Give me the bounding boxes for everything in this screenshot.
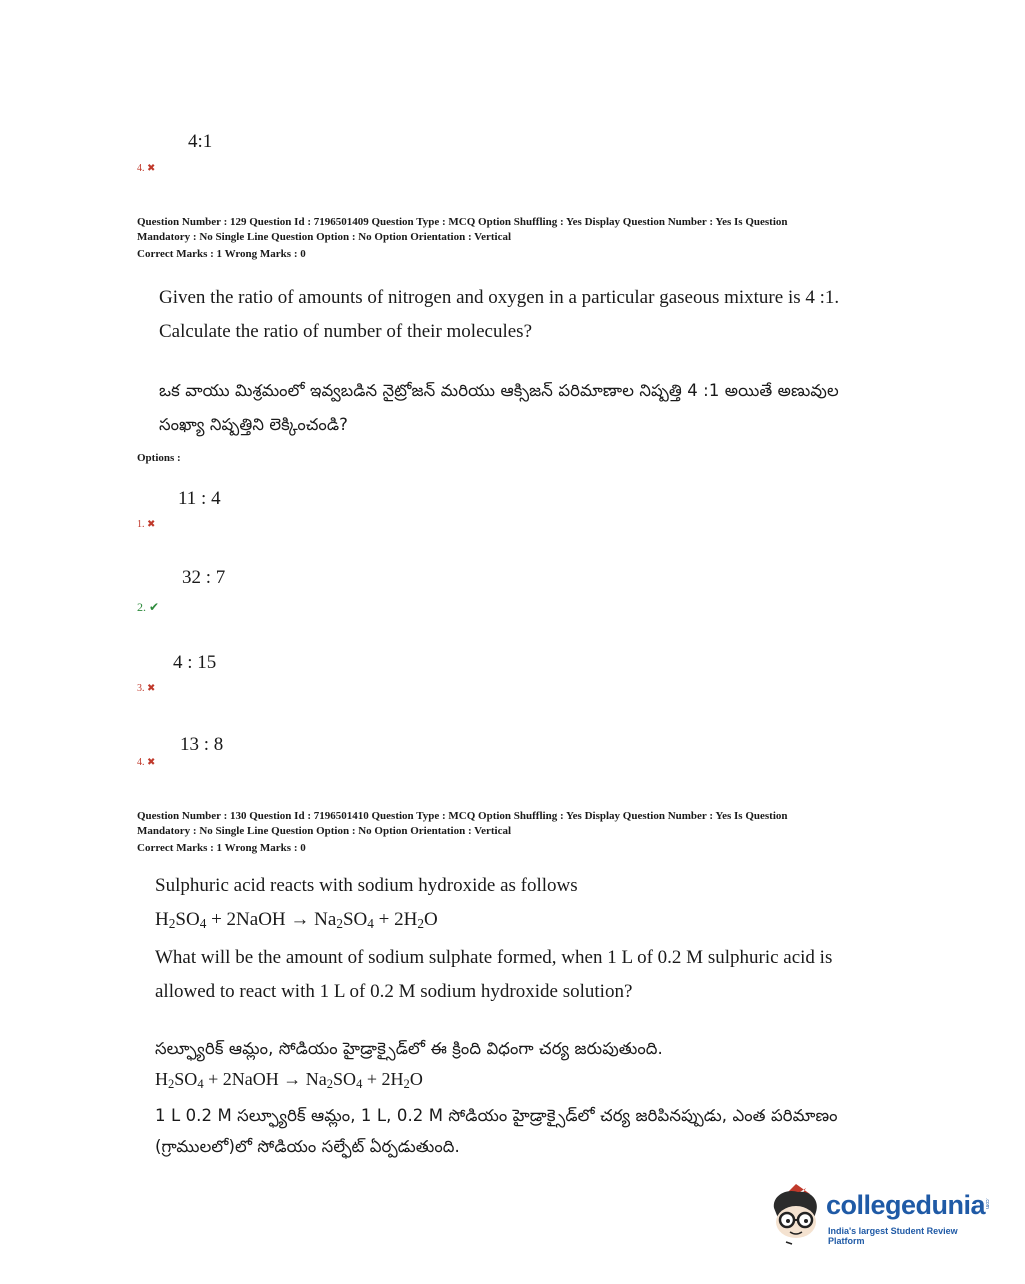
q130-meta: [137, 809, 897, 856]
q130-meta-line3: Correct Marks : 1 Wrong Marks : 0: [137, 842, 306, 854]
q129-english-text: [159, 281, 839, 349]
q130-en-line4: allowed to react with 1 L of 0.2 M sodium hydroxide solution?: [155, 981, 633, 1002]
q129-telugu-text: [159, 374, 839, 442]
q129-en-line2: Calculate the ratio of number of their molecules?: [159, 321, 532, 342]
q130-te-line1: సల్ఫ్యూరిక్ ఆమ్లం, సోడియం హైడ్రాక్సైడ్‌లో ఈ క్రింది విధంగా చర్య జరుపుతుంది.: [155, 1039, 663, 1058]
option-4-mark: 4. ✖: [137, 757, 156, 768]
logo-name: collegedunia: [826, 1190, 986, 1220]
options-label: Options :: [137, 452, 181, 464]
q130-meta-line1: Question Number : 130 Question Id : 7196501410 Question Type : MCQ Option Shuffling : Yes Display Question Number : Yes Is Question: [137, 810, 788, 822]
q130-te-line4: (గ్రాములలో)లో సోడియం సల్ఫేట్ ఏర్పడుతుంది.: [155, 1137, 460, 1156]
q129-meta: [137, 215, 897, 262]
option-2-mark: 2. ✔: [137, 600, 160, 614]
option-3-text: 4 : 15: [173, 652, 217, 673]
q129-te-line1: ఒక వాయు మిశ్రమంలో ఇవ్వబడిన నైట్రోజన్ మరియు ఆక్సిజన్ పరిమాణాల నిష్పత్తి 4 :1 అయితే అణువుల: [159, 381, 839, 400]
prev-option-4-mark: 4. ✖: [137, 163, 156, 174]
option-4-text: 13 : 8: [180, 734, 224, 755]
q129-meta-line1: Question Number : 129 Question Id : 7196501409 Question Type : MCQ Option Shuffling : Yes Display Question Number : Yes Is Question: [137, 216, 788, 228]
q130-equation: $H_2SO_4$ + 2NaOH → $Na_2SO_4 + 2H_2O$: [155, 909, 438, 931]
collegedunia-logo: [766, 1178, 996, 1248]
q130-english-text: [155, 869, 875, 1009]
logo-tagline: India's largest Student Review Platform: [828, 1226, 958, 1246]
option-3-mark: 3. ✖: [137, 683, 156, 694]
option-1-mark: 1. ✖: [137, 519, 156, 530]
prev-option-4-text: 4:1: [188, 131, 213, 152]
q130-meta-line2: Mandatory : No Single Line Question Option : No Option Orientation : Vertical: [137, 825, 512, 837]
q129-en-line1: Given the ratio of amounts of nitrogen and oxygen in a particular gaseous mixture is 4 :1.: [159, 287, 840, 308]
q129-te-line2: సంఖ్యా నిష్పత్తిని లెక్కించండి?: [159, 415, 348, 434]
q130-te-line3: 1 L 0.2 M సల్ఫ్యూరిక్ ఆమ్లం, 1 L, 0.2 M సోడియం హైడ్రాక్సైడ్‌లో చర్య జరిపినప్పుడు, ఎంత పరిమాణం: [155, 1106, 838, 1125]
q129-meta-line3: Correct Marks : 1 Wrong Marks : 0: [137, 248, 306, 260]
option-2-text: 32 : 7: [182, 567, 226, 588]
logo-com: .com: [984, 1198, 990, 1209]
option-1-text: 11 : 4: [178, 488, 221, 509]
q130-en-line3: What will be the amount of sodium sulphate formed, when 1 L of 0.2 M sulphuric acid is: [155, 947, 833, 968]
q130-te-equation: $H_2SO_4$ + 2NaOH → $Na_2SO_4 + 2H_2O$: [155, 1069, 423, 1091]
mascot-icon: [766, 1178, 826, 1246]
q129-meta-line2: Mandatory : No Single Line Question Option : No Option Orientation : Vertical: [137, 231, 512, 243]
q130-telugu-text: [155, 1033, 875, 1162]
q130-en-line1: Sulphuric acid reacts with sodium hydroxide as follows: [155, 875, 578, 896]
